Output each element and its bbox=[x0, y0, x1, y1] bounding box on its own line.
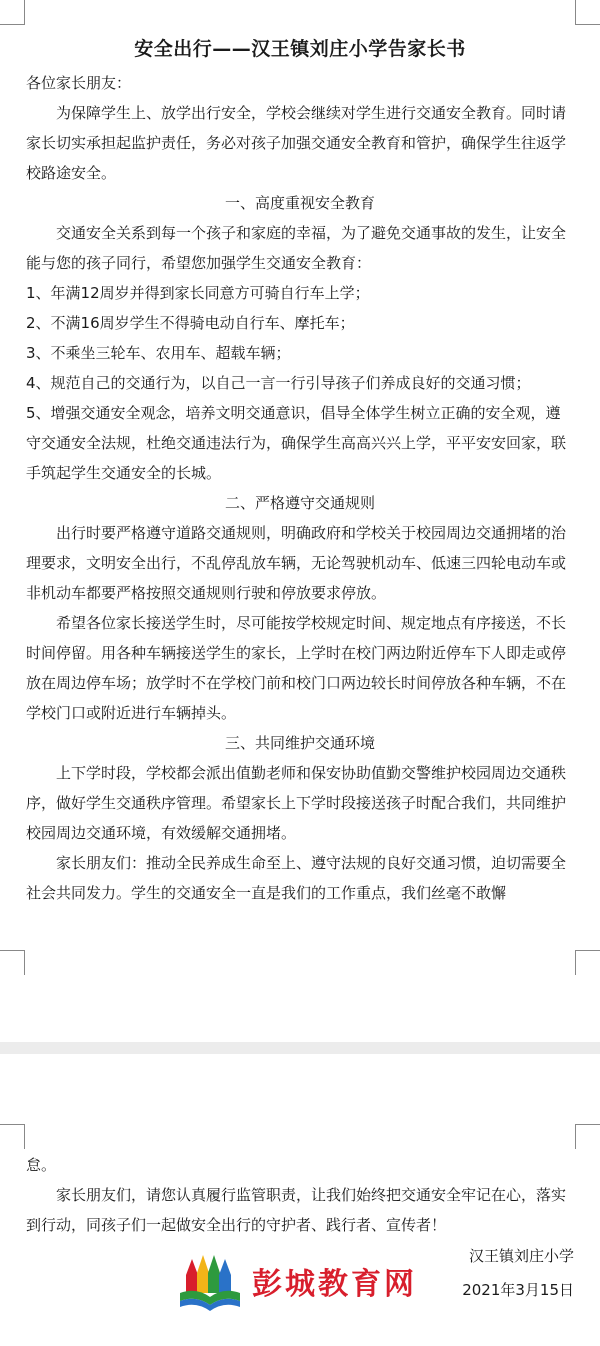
document-title: 安全出行——汉王镇刘庄小学告家长书 bbox=[134, 38, 466, 60]
section-paragraph: 希望各位家长接送学生时，尽可能按学校规定时间、规定地点有序接送，不长时间停留。用各种车辆接送学生的家长，上学时在校门两边附近停车下人即走或停放在周边停车场；放学时不在学校门前和校门口两边较长时间停放各种车辆，不在学校门口或附近进行车辆掉头。 bbox=[26, 614, 567, 722]
page-corner-mark bbox=[575, 950, 600, 975]
list-item: 5、增强交通安全观念，培养文明交通意识，倡导全体学生树立正确的安全观，遵守交通安全法规，杜绝交通违法行为，确保学生高高兴兴上学，平平安安回家，联手筑起学生交通安全的长城。 bbox=[26, 404, 567, 482]
intro-paragraph: 为保障学生上、放学出行安全，学校会继续对学生进行交通安全教育。同时请家长切实承担起监护责任，务必对孩子加强交通安全教育和管护，确保学生往返学校路途安全。 bbox=[26, 104, 567, 182]
closing-continuation: 怠。 bbox=[26, 1156, 57, 1174]
section-heading: 三、共同维护交通环境 bbox=[224, 734, 375, 752]
section-heading: 二、严格遵守交通规则 bbox=[224, 494, 375, 512]
letter-body bbox=[26, 68, 574, 908]
watermark-text: 彭城教育网 bbox=[252, 1267, 417, 1302]
page-corner-mark bbox=[0, 0, 25, 25]
page-corner-mark bbox=[575, 1124, 600, 1149]
final-paragraph: 家长朋友们，请您认真履行监管职责，让我们始终把交通安全牢记在心，落实到行动，同孩子们一起做安全出行的守护者、践行者、宣传者！ bbox=[26, 1186, 567, 1234]
signature-date: 2021年3月15日 bbox=[462, 1281, 574, 1299]
list-item: 1、年满12周岁并得到家长同意方可骑自行车上学； bbox=[26, 284, 370, 302]
section-paragraph: 交通安全关系到每一个孩子和家庭的幸福，为了避免交通事故的发生，让安全能与您的孩子同行，希望您加强学生交通安全教育： bbox=[26, 224, 567, 272]
page-break bbox=[0, 1042, 600, 1054]
greeting: 各位家长朋友： bbox=[26, 74, 132, 92]
list-item: 3、不乘坐三轮车、农用车、超载车辆； bbox=[26, 344, 291, 362]
section-paragraph: 出行时要严格遵守道路交通规则，明确政府和学校关于校园周边交通拥堵的治理要求，文明安全出行，不乱停乱放车辆，无论驾驶机动车、低速三四轮电动车或非机动车都要严格按照交通规则行驶和停放要求停放。 bbox=[26, 524, 567, 602]
page-corner-mark bbox=[575, 0, 600, 25]
section-heading: 一、高度重视安全教育 bbox=[224, 194, 375, 212]
book-pencils-icon bbox=[178, 1253, 242, 1313]
page-corner-mark bbox=[0, 950, 25, 975]
closing-paragraph: 家长朋友们：推动全民养成生命至上、遵守法规的良好交通习惯，迫切需要全社会共同发力。学生的交通安全一直是我们的工作重点，我们丝毫不敢懈 bbox=[26, 854, 567, 902]
page-corner-mark bbox=[0, 1124, 25, 1149]
list-item: 4、规范自己的交通行为，以自己一言一行引导孩子们养成良好的交通习惯； bbox=[26, 374, 531, 392]
list-item: 2、不满16周岁学生不得骑电动自行车、摩托车； bbox=[26, 314, 355, 332]
signature-org: 汉王镇刘庄小学 bbox=[468, 1247, 574, 1265]
watermark-logo bbox=[178, 1253, 428, 1313]
section-paragraph: 上下学时段，学校都会派出值勤老师和保安协助值勤交警维护校园周边交通秩序，做好学生交通秩序管理。希望家长上下学时段接送孩子时配合我们，共同维护校园周边交通环境，有效缓解交通拥堵。 bbox=[26, 764, 567, 842]
letter-body-continued bbox=[26, 1150, 574, 1240]
